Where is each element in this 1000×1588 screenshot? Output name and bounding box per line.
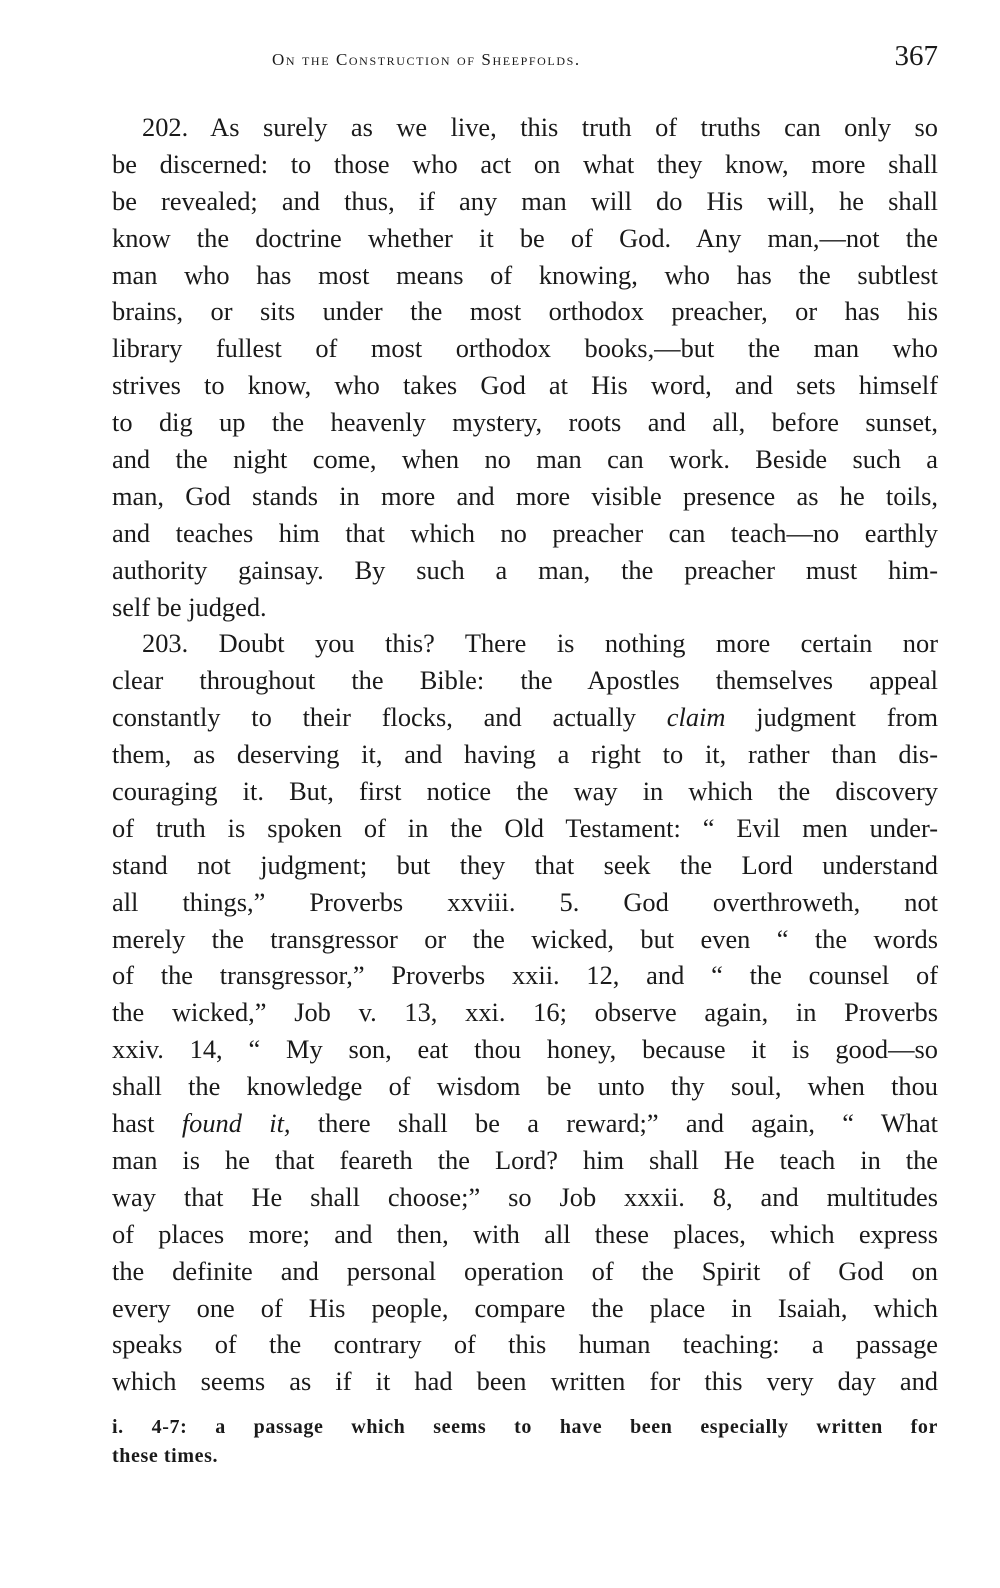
footnote-line: i. 4-7: a passage which seems to have been especially written for xyxy=(112,1416,938,1438)
text-line xyxy=(112,1105,938,1142)
text-segment: constantly to their flocks, and actually xyxy=(112,702,667,733)
text-line: man, God stands in more and more visible presence as he toils, xyxy=(112,480,938,511)
text-line: know the doctrine whether it be of God. Any man,—not the xyxy=(112,222,938,253)
text-line: shall the knowledge of wisdom be unto thy soul, when thou xyxy=(112,1071,938,1102)
running-head xyxy=(112,40,938,80)
text-line: 203. Doubt you this? There is nothing more certain nor xyxy=(142,628,938,659)
text-line: xxiv. 14, “ My son, eat thou honey, because it is good—so xyxy=(112,1034,938,1065)
text-line: which seems as if it had been written for this very day and xyxy=(112,1366,938,1397)
text-line: library fullest of most orthodox books,—but the man who xyxy=(112,333,938,364)
text-line: of the transgressor,” Proverbs xxii. 12, and “ the counsel of xyxy=(112,960,938,991)
text-line: couraging it. But, first notice the way in which the discovery xyxy=(112,776,938,807)
footnote xyxy=(112,1413,938,1471)
text-line: clear throughout the Bible: the Apostles themselves appeal xyxy=(112,665,938,696)
text-line: the wicked,” Job v. 13, xxi. 16; observe again, in Proverbs xyxy=(112,997,938,1028)
text-line: authority gainsay. By such a man, the preacher must him- xyxy=(112,554,938,585)
text-line: stand not judgment; but they that seek the Lord understand xyxy=(112,849,938,880)
text-line: and the night come, when no man can work. Beside such a xyxy=(112,444,938,475)
body-text xyxy=(112,109,938,1400)
text-line: and teaches him that which no preacher can teach—no earthly xyxy=(112,517,938,548)
text-line: merely the transgressor or the wicked, but even “ the words xyxy=(112,923,938,954)
text-segment: there shall be a reward;” and again, “ What xyxy=(290,1108,938,1139)
text-line: all things,” Proverbs xxviii. 5. God overthroweth, not xyxy=(112,886,938,917)
italic-text: found it, xyxy=(181,1108,291,1139)
footnote-line: these times. xyxy=(112,1445,219,1467)
text-line xyxy=(112,699,938,736)
text-line: 202. As surely as we live, this truth of truths can only so xyxy=(142,112,938,142)
text-line: speaks of the contrary of this human teaching: a passage xyxy=(112,1329,938,1360)
text-line: the definite and personal operation of the Spirit of God on xyxy=(112,1255,938,1286)
text-line: man is he that feareth the Lord? him shall He teach in the xyxy=(112,1144,938,1175)
text-line: man who has most means of knowing, who has the subtlest xyxy=(112,259,938,290)
text-line: strives to know, who takes God at His word, and sets himself xyxy=(112,370,938,401)
text-line: be revealed; and thus, if any man will do His will, he shall xyxy=(112,185,938,216)
text-line: brains, or sits under the most orthodox preacher, or has his xyxy=(112,296,938,327)
running-title: On the Construction of Sheepfolds. xyxy=(272,50,581,69)
text-line: be discerned: to those who act on what they know, more shall xyxy=(112,148,938,179)
text-line: to dig up the heavenly mystery, roots and all, before sunset, xyxy=(112,407,938,438)
italic-text: claim xyxy=(666,702,726,733)
text-line: of truth is spoken of in the Old Testament: “ Evil men under- xyxy=(112,812,938,843)
page-number: 367 xyxy=(894,40,938,72)
text-line: every one of His people, compare the place in Isaiah, which xyxy=(112,1292,938,1323)
text-segment: judgment from xyxy=(725,702,938,733)
text-line: self be judged. xyxy=(112,591,267,622)
text-line: way that He shall choose;” so Job xxxii. 8, and multitudes xyxy=(112,1181,938,1212)
text-line: of places more; and then, with all these places, which express xyxy=(112,1218,938,1249)
text-line: them, as deserving it, and having a right to it, rather than dis- xyxy=(112,739,938,770)
text-segment: hast xyxy=(112,1108,182,1139)
